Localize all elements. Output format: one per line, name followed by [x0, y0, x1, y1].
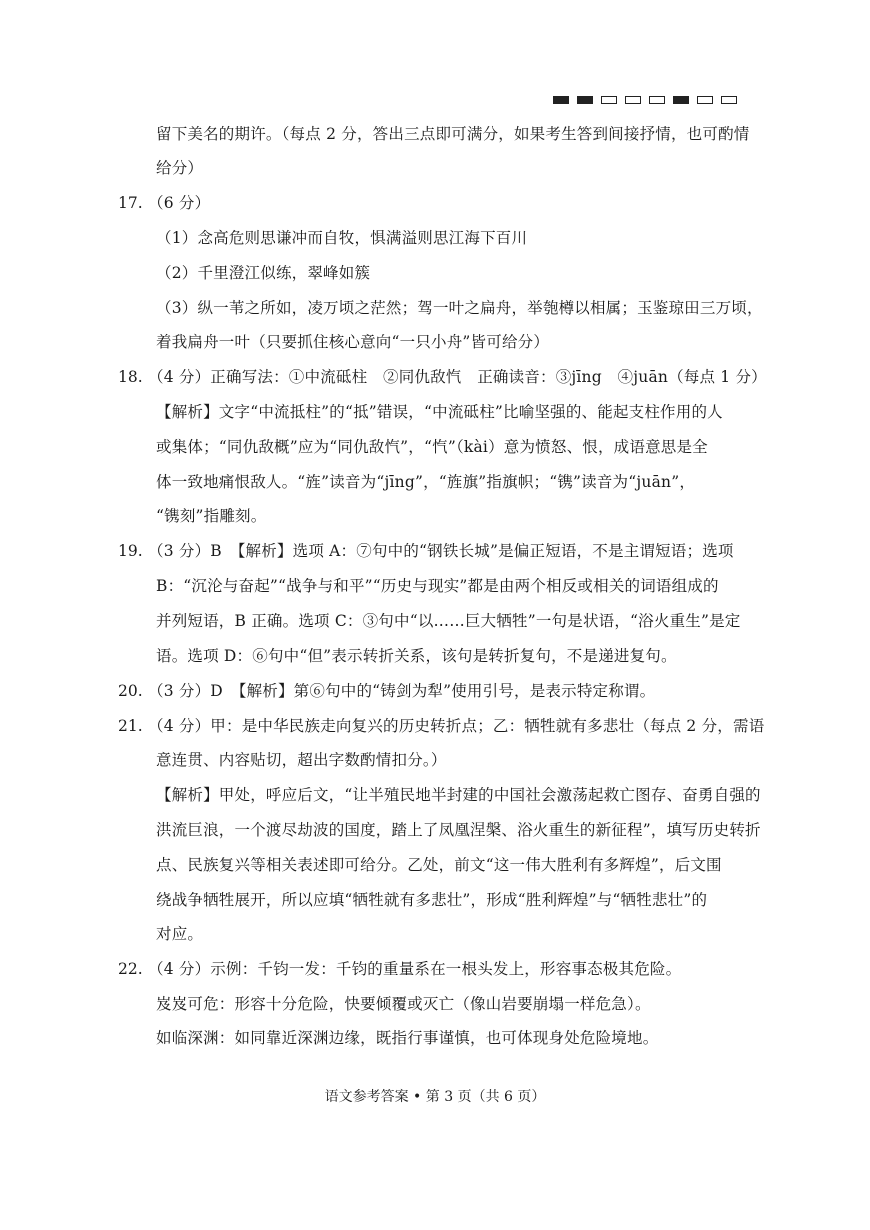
answer-line: （3 分）B 【解析】选项 A：⑦句中的“钢铁长城”是偏正短语，不是主谓短语；选项 — [148, 542, 734, 560]
page-marker — [625, 96, 641, 104]
continuation-line: 给分） — [156, 159, 204, 177]
analysis-line: 体一致地痛恨敌人。“旌”读音为“jīng”，“旌旗”指旗帜；“镌”读音为“juān”， — [156, 473, 696, 491]
analysis-line: 洪流巨浪，一个渡尽劫波的国度，踏上了凤凰涅槃、浴火重生的新征程”，填写历史转折 — [156, 821, 761, 839]
page-marker — [577, 96, 593, 104]
answer-line: 岌岌可危：形容十分危险，快要倾覆或灭亡（像山岩要崩塌一样危急）。 — [156, 995, 651, 1013]
page-footer: 语文参考答案 • 第 3 页（共 6 页） — [324, 1089, 546, 1105]
analysis-line: B：“沉沦与奋起”“战争与和平”“历史与现实”都是由两个相反或相关的词语组成的 — [156, 577, 719, 595]
answer-line: （2）千里澄江似练，翠峰如簇 — [156, 264, 371, 282]
analysis-line: 【解析】甲处，呼应后文，“让半殖民地半封建的中国社会激荡起救亡图存、奋勇自强的 — [156, 786, 761, 804]
analysis-line: 对应。 — [156, 925, 204, 943]
answer-line: （4 分）正确写法：①中流砥柱 ②同仇敌忾 正确读音：③jīng ④juān（每点 1 分） — [148, 368, 767, 386]
answer-line: 如临深渊：如同靠近深渊边缘，既指行事谨慎，也可体现身处危险境地。 — [156, 1029, 659, 1047]
continuation-line: 留下美名的期许。（每点 2 分，答出三点即可满分，如果考生答到间接抒情，也可酌情 — [156, 125, 750, 143]
question-number: 19. — [118, 542, 143, 560]
analysis-line: 并列短语，B 正确。选项 C：③句中“以……巨大牺牲”一句是状语，“浴火重生”是定 — [156, 612, 741, 630]
answer-line: 着我扁舟一叶（只要抓住核心意向“一只小舟”皆可给分） — [156, 333, 550, 351]
answer-line: （6 分） — [148, 194, 211, 212]
page-marker — [649, 96, 665, 104]
page-marker — [673, 96, 689, 104]
answer-line: （4 分）示例：千钧一发：千钧的重量系在一根头发上，形容事态极其危险。 — [148, 960, 682, 978]
analysis-line: “镌刻”指雕刻。 — [156, 507, 267, 525]
answer-line: （4 分）甲：是中华民族走向复兴的历史转折点；乙：牺牲就有多悲壮（每点 2 分，需语 — [148, 717, 765, 735]
analysis-line: 点、民族复兴等相关表述即可给分。乙处，前文“这一伟大胜利有多辉煌”，后文围 — [156, 856, 722, 874]
page-marker — [697, 96, 713, 104]
answer-line: （3 分）D 【解析】第⑥句中的“铸剑为犁”使用引号，是表示特定称谓。 — [148, 682, 656, 700]
page-marker — [601, 96, 617, 104]
analysis-line: 绕战争牺牲展开，所以应填“牺牲就有多悲壮”，形成“胜利辉煌”与“牺牲悲壮”的 — [156, 891, 708, 909]
analysis-line: 【解析】文字“中流抵柱”的“抵”错误，“中流砥柱”比喻坚强的、能起支柱作用的人 — [156, 403, 723, 421]
question-number: 17. — [118, 194, 143, 212]
answer-line: （3）纵一苇之所如，凌万顷之茫然；驾一叶之扁舟，举匏樽以相属；玉鉴琼田三万顷， — [156, 299, 763, 317]
page-marker-row — [553, 96, 737, 104]
question-number: 22. — [118, 960, 143, 978]
page-marker — [553, 96, 569, 104]
page-marker — [721, 96, 737, 104]
question-number: 20. — [118, 682, 143, 700]
question-number: 18. — [118, 368, 143, 386]
analysis-line: 或集体；“同仇敌概”应为“同仇敌忾”，“忾”（kài）意为愤怒、恨，成语意思是全 — [156, 438, 708, 456]
question-number: 21. — [118, 717, 143, 735]
answer-line: 意连贯、内容贴切，超出字数酌情扣分。） — [156, 751, 447, 769]
analysis-line: 语。选项 D：⑥句中“但”表示转折关系，该句是转折复句，不是递进复句。 — [156, 647, 677, 665]
answer-line: （1）念高危则思谦冲而自牧，惧满溢则思江海下百川 — [156, 229, 528, 247]
